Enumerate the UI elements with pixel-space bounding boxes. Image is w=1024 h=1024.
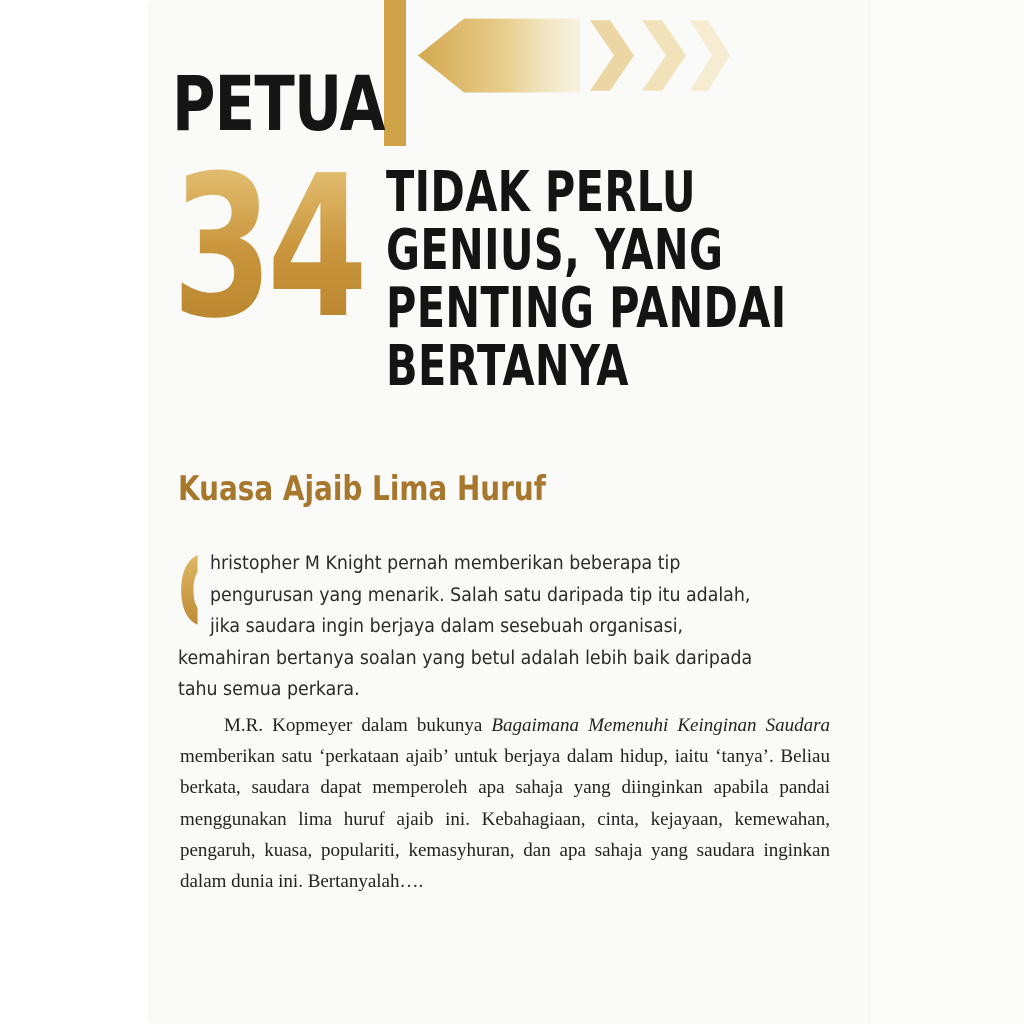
- paragraph-1: [178, 536, 780, 706]
- paragraph-1-text: hristopher M Knight pernah memberikan beberapa tip pengurusan yang menarik. Salah satu daripada tip itu adalah, jika saudara ingin berjaya dalam sesebuah organisasi, kemahiran bertanya soalan yang betul adalah lebih baik daripada tahu semua perkara.: [178, 553, 753, 700]
- chapter-title-line-3: PENTING PANDAI: [386, 276, 787, 341]
- section-heading: Kuasa Ajaib Lima Huruf: [178, 469, 546, 509]
- tip-number: 34: [172, 134, 363, 362]
- chapter-title: [386, 160, 868, 399]
- gold-arrow-graphic: [384, 0, 744, 150]
- paragraph-2-text-b: memberikan satu ‘perkataan ajaib’ untuk berjaya dalam hidup, iaitu ‘tanya’. Beliau berkata, saudara dapat memperoleh apa sahaja yang diinginkan apabila pandai menggunakan lima huruf ajaib ini. Kebahagiaan, cinta, kejayaan, kemewahan, pengaruh, kuasa, populariti, kemasyhuran, dan apa sahaja yang saudara inginkan dalam dunia ini. Bertanyalah….: [180, 746, 830, 893]
- tip-label: PETUA: [172, 59, 385, 148]
- chapter-title-line-1: TIDAK PERLU: [386, 160, 696, 225]
- chapter-title-line-4: BERTANYA: [386, 334, 629, 399]
- paragraph-2-text-a: M.R. Kopmeyer dalam bukunya: [224, 715, 492, 736]
- page-margin: [868, 0, 1024, 1024]
- book-page: [150, 0, 868, 1024]
- drop-cap: C: [178, 536, 225, 648]
- paragraph-2: [180, 710, 830, 897]
- book-title: Bagaimana Memenuhi Keinginan Saudara: [491, 715, 830, 736]
- chapter-title-line-2: GENIUS, YANG: [386, 218, 724, 283]
